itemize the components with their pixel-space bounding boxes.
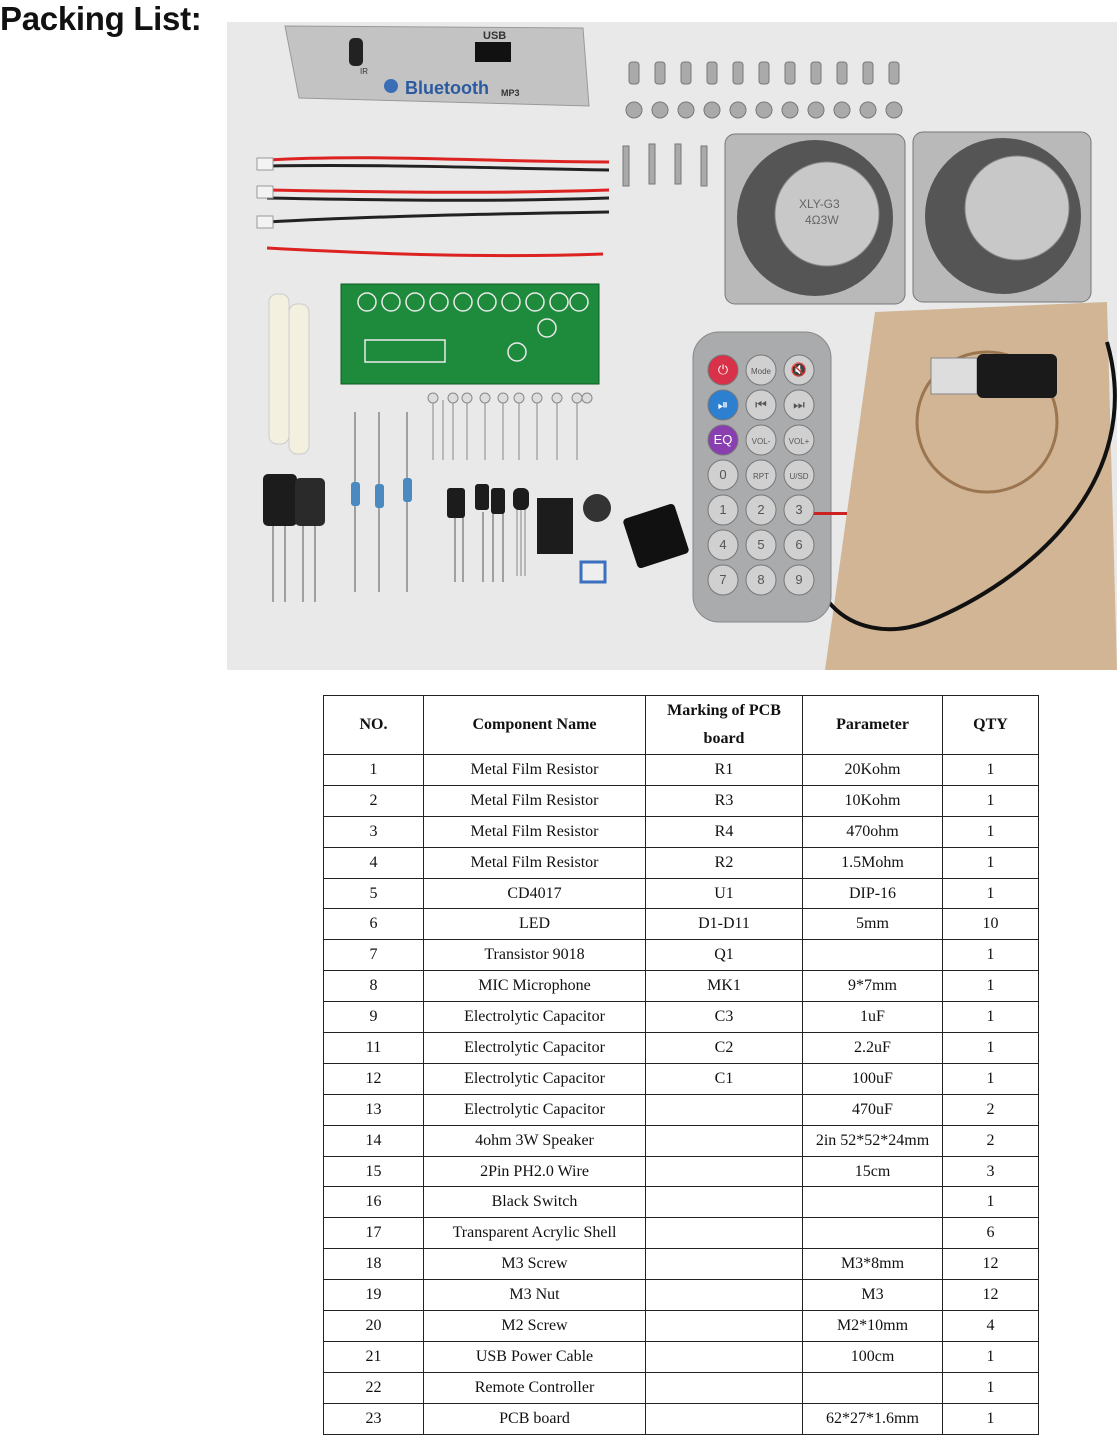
- cell-pcb-marking: MK1: [646, 971, 803, 1002]
- cell-qty: 4: [943, 1311, 1039, 1342]
- cell-pcb-marking: D1-D11: [646, 909, 803, 940]
- cell-parameter: M3*8mm: [803, 1249, 943, 1280]
- cell-parameter: 100cm: [803, 1341, 943, 1372]
- table-row: [324, 1033, 1039, 1064]
- ir-remote: [693, 332, 847, 622]
- speaker-left: [725, 134, 905, 304]
- remote-button-label: 3: [795, 502, 803, 517]
- cell-pcb-marking: [646, 1218, 803, 1249]
- cell-component-name: PCB board: [424, 1403, 646, 1434]
- cell-no: 16: [324, 1187, 424, 1218]
- table-row: [324, 1372, 1039, 1403]
- cell-no: 22: [324, 1372, 424, 1403]
- cell-component-name: Transistor 9018: [424, 940, 646, 971]
- foam-sticks: [269, 294, 309, 454]
- cell-parameter: 470uF: [803, 1094, 943, 1125]
- table-row: [324, 1125, 1039, 1156]
- cell-no: 3: [324, 816, 424, 847]
- remote-button-label: ⏮: [755, 397, 767, 412]
- remote-button-label: 1: [719, 502, 727, 517]
- cell-pcb-marking: C3: [646, 1002, 803, 1033]
- panel-ir-label: IR: [360, 67, 368, 76]
- page-title: Packing List:: [0, 0, 202, 37]
- cell-pcb-marking: C1: [646, 1063, 803, 1094]
- cell-component-name: Metal Film Resistor: [424, 847, 646, 878]
- cell-component-name: LED: [424, 909, 646, 940]
- cell-pcb-marking: [646, 1125, 803, 1156]
- remote-button-label: ⏯: [717, 397, 729, 412]
- cell-qty: 1: [943, 1063, 1039, 1094]
- cell-component-name: CD4017: [424, 878, 646, 909]
- cell-qty: 1: [943, 1372, 1039, 1403]
- cell-no: 1: [324, 755, 424, 786]
- cell-component-name: USB Power Cable: [424, 1341, 646, 1372]
- cell-component-name: Metal Film Resistor: [424, 785, 646, 816]
- panel-mp3-label: MP3: [501, 88, 520, 98]
- remote-button-label: VOL+: [788, 437, 810, 446]
- cell-component-name: Electrolytic Capacitor: [424, 1094, 646, 1125]
- cell-no: 17: [324, 1218, 424, 1249]
- cell-qty: 1: [943, 1187, 1039, 1218]
- cell-qty: 10: [943, 909, 1039, 940]
- cell-pcb-marking: [646, 1094, 803, 1125]
- cell-qty: 1: [943, 878, 1039, 909]
- cell-no: 6: [324, 909, 424, 940]
- cell-parameter: 62*27*1.6mm: [803, 1403, 943, 1434]
- pcb-board: [341, 284, 599, 384]
- cell-pcb-marking: Q1: [646, 940, 803, 971]
- header-parameter: Parameter: [803, 696, 943, 755]
- remote-button-label: 9: [795, 572, 803, 587]
- cell-qty: 2: [943, 1094, 1039, 1125]
- speaker-mark: XLY-G3: [799, 197, 840, 211]
- cell-parameter: [803, 940, 943, 971]
- cell-no: 2: [324, 785, 424, 816]
- cell-no: 18: [324, 1249, 424, 1280]
- cell-parameter: 2in 52*52*24mm: [803, 1125, 943, 1156]
- cell-component-name: M3 Nut: [424, 1280, 646, 1311]
- cell-component-name: Black Switch: [424, 1187, 646, 1218]
- cell-pcb-marking: [646, 1341, 803, 1372]
- cell-component-name: Metal Film Resistor: [424, 816, 646, 847]
- cell-no: 21: [324, 1341, 424, 1372]
- speaker-right: [913, 132, 1091, 302]
- remote-button-label: 0: [719, 467, 727, 482]
- kit-photo: [227, 22, 1117, 670]
- remote-button-label: EQ: [713, 432, 733, 447]
- cell-qty: 1: [943, 816, 1039, 847]
- cell-qty: 12: [943, 1280, 1039, 1311]
- acrylic-shell: [825, 302, 1117, 670]
- table-row: [324, 940, 1039, 971]
- cell-qty: 1: [943, 847, 1039, 878]
- cell-parameter: [803, 1218, 943, 1249]
- cell-parameter: 2.2uF: [803, 1033, 943, 1064]
- header-no: NO.: [324, 696, 424, 755]
- cell-no: 7: [324, 940, 424, 971]
- cell-parameter: 470ohm: [803, 816, 943, 847]
- table-row: [324, 971, 1039, 1002]
- cell-no: 14: [324, 1125, 424, 1156]
- cell-pcb-marking: [646, 1156, 803, 1187]
- table-row: [324, 785, 1039, 816]
- cell-pcb-marking: [646, 1403, 803, 1434]
- remote-button-label: 2: [757, 502, 765, 517]
- cell-component-name: 4ohm 3W Speaker: [424, 1125, 646, 1156]
- remote-button-label: 5: [757, 537, 765, 552]
- cell-parameter: 100uF: [803, 1063, 943, 1094]
- table-row: [324, 1218, 1039, 1249]
- cell-component-name: M3 Screw: [424, 1249, 646, 1280]
- cell-parameter: M3: [803, 1280, 943, 1311]
- table-row: [324, 1063, 1039, 1094]
- cell-parameter: 10Kohm: [803, 785, 943, 816]
- remote-button-label: ⏭: [793, 397, 805, 412]
- cell-parameter: 9*7mm: [803, 971, 943, 1002]
- cell-no: 20: [324, 1311, 424, 1342]
- panel-brand-label: Bluetooth: [405, 78, 489, 98]
- panel-usb-label: USB: [483, 30, 507, 42]
- cell-component-name: M2 Screw: [424, 1311, 646, 1342]
- cell-qty: 1: [943, 971, 1039, 1002]
- cell-no: 13: [324, 1094, 424, 1125]
- cell-pcb-marking: U1: [646, 878, 803, 909]
- remote-button-label: 8: [757, 572, 765, 587]
- table-row: [324, 1094, 1039, 1125]
- cell-qty: 1: [943, 1033, 1039, 1064]
- cell-parameter: 20Kohm: [803, 755, 943, 786]
- remote-button-label: 🔇: [790, 362, 808, 377]
- table-row: [324, 816, 1039, 847]
- cell-no: 4: [324, 847, 424, 878]
- cell-component-name: Transparent Acrylic Shell: [424, 1218, 646, 1249]
- cell-pcb-marking: [646, 1280, 803, 1311]
- table-row: [324, 909, 1039, 940]
- remote-button-label: ⏻: [717, 362, 729, 377]
- remote-button-label: VOL-: [751, 437, 771, 446]
- cell-pcb-marking: [646, 1372, 803, 1403]
- cell-parameter: 1uF: [803, 1002, 943, 1033]
- packing-list-table: [323, 695, 1039, 1435]
- cell-no: 9: [324, 1002, 424, 1033]
- cell-qty: 1: [943, 1002, 1039, 1033]
- cell-pcb-marking: C2: [646, 1033, 803, 1064]
- cell-pcb-marking: [646, 1311, 803, 1342]
- cell-qty: 1: [943, 1341, 1039, 1372]
- cell-component-name: Remote Controller: [424, 1372, 646, 1403]
- cell-qty: 1: [943, 1403, 1039, 1434]
- table-row: [324, 1311, 1039, 1342]
- cell-no: 8: [324, 971, 424, 1002]
- table-row: [324, 1187, 1039, 1218]
- table-row: [324, 1156, 1039, 1187]
- cell-parameter: M2*10mm: [803, 1311, 943, 1342]
- cell-component-name: Electrolytic Capacitor: [424, 1033, 646, 1064]
- cell-parameter: 5mm: [803, 909, 943, 940]
- cell-parameter: 1.5Mohm: [803, 847, 943, 878]
- cell-parameter: [803, 1187, 943, 1218]
- remote-button-label: RPT: [753, 472, 769, 481]
- cell-pcb-marking: [646, 1187, 803, 1218]
- table-row: [324, 1341, 1039, 1372]
- remote-button-label: 6: [795, 537, 803, 552]
- cell-parameter: DIP-16: [803, 878, 943, 909]
- cell-pcb-marking: R2: [646, 847, 803, 878]
- remote-button-label: Mode: [750, 367, 772, 376]
- cell-component-name: Metal Film Resistor: [424, 755, 646, 786]
- cell-qty: 1: [943, 755, 1039, 786]
- cell-parameter: 15cm: [803, 1156, 943, 1187]
- remote-button-label: 4: [719, 537, 727, 552]
- header-pcb-marking: Marking of PCB board: [646, 696, 803, 755]
- cell-no: 23: [324, 1403, 424, 1434]
- cell-no: 19: [324, 1280, 424, 1311]
- cell-qty: 2: [943, 1125, 1039, 1156]
- cell-pcb-marking: R1: [646, 755, 803, 786]
- cell-component-name: MIC Microphone: [424, 971, 646, 1002]
- table-row: [324, 1403, 1039, 1434]
- remote-button-label: 7: [719, 572, 727, 587]
- speaker-spec: 4Ω3W: [805, 213, 839, 227]
- table-row: [324, 1280, 1039, 1311]
- table-row: [324, 1249, 1039, 1280]
- cell-qty: 3: [943, 1156, 1039, 1187]
- cell-pcb-marking: R3: [646, 785, 803, 816]
- cell-no: 11: [324, 1033, 424, 1064]
- cell-no: 5: [324, 878, 424, 909]
- bluetooth-module-panel: [285, 26, 589, 106]
- cell-component-name: 2Pin PH2.0 Wire: [424, 1156, 646, 1187]
- cell-qty: 1: [943, 785, 1039, 816]
- remote-button-label: U/SD: [789, 472, 809, 481]
- cell-no: 15: [324, 1156, 424, 1187]
- table-row: [324, 847, 1039, 878]
- table-row: [324, 878, 1039, 909]
- header-component-name: Component Name: [424, 696, 646, 755]
- cell-component-name: Electrolytic Capacitor: [424, 1063, 646, 1094]
- cell-qty: 1: [943, 940, 1039, 971]
- cell-parameter: [803, 1372, 943, 1403]
- table-row: [324, 1002, 1039, 1033]
- cell-component-name: Electrolytic Capacitor: [424, 1002, 646, 1033]
- header-qty: QTY: [943, 696, 1039, 755]
- cell-qty: 6: [943, 1218, 1039, 1249]
- cell-no: 12: [324, 1063, 424, 1094]
- cell-pcb-marking: [646, 1249, 803, 1280]
- table-header-row: [324, 696, 1039, 755]
- cell-qty: 12: [943, 1249, 1039, 1280]
- cell-pcb-marking: R4: [646, 816, 803, 847]
- table-row: [324, 755, 1039, 786]
